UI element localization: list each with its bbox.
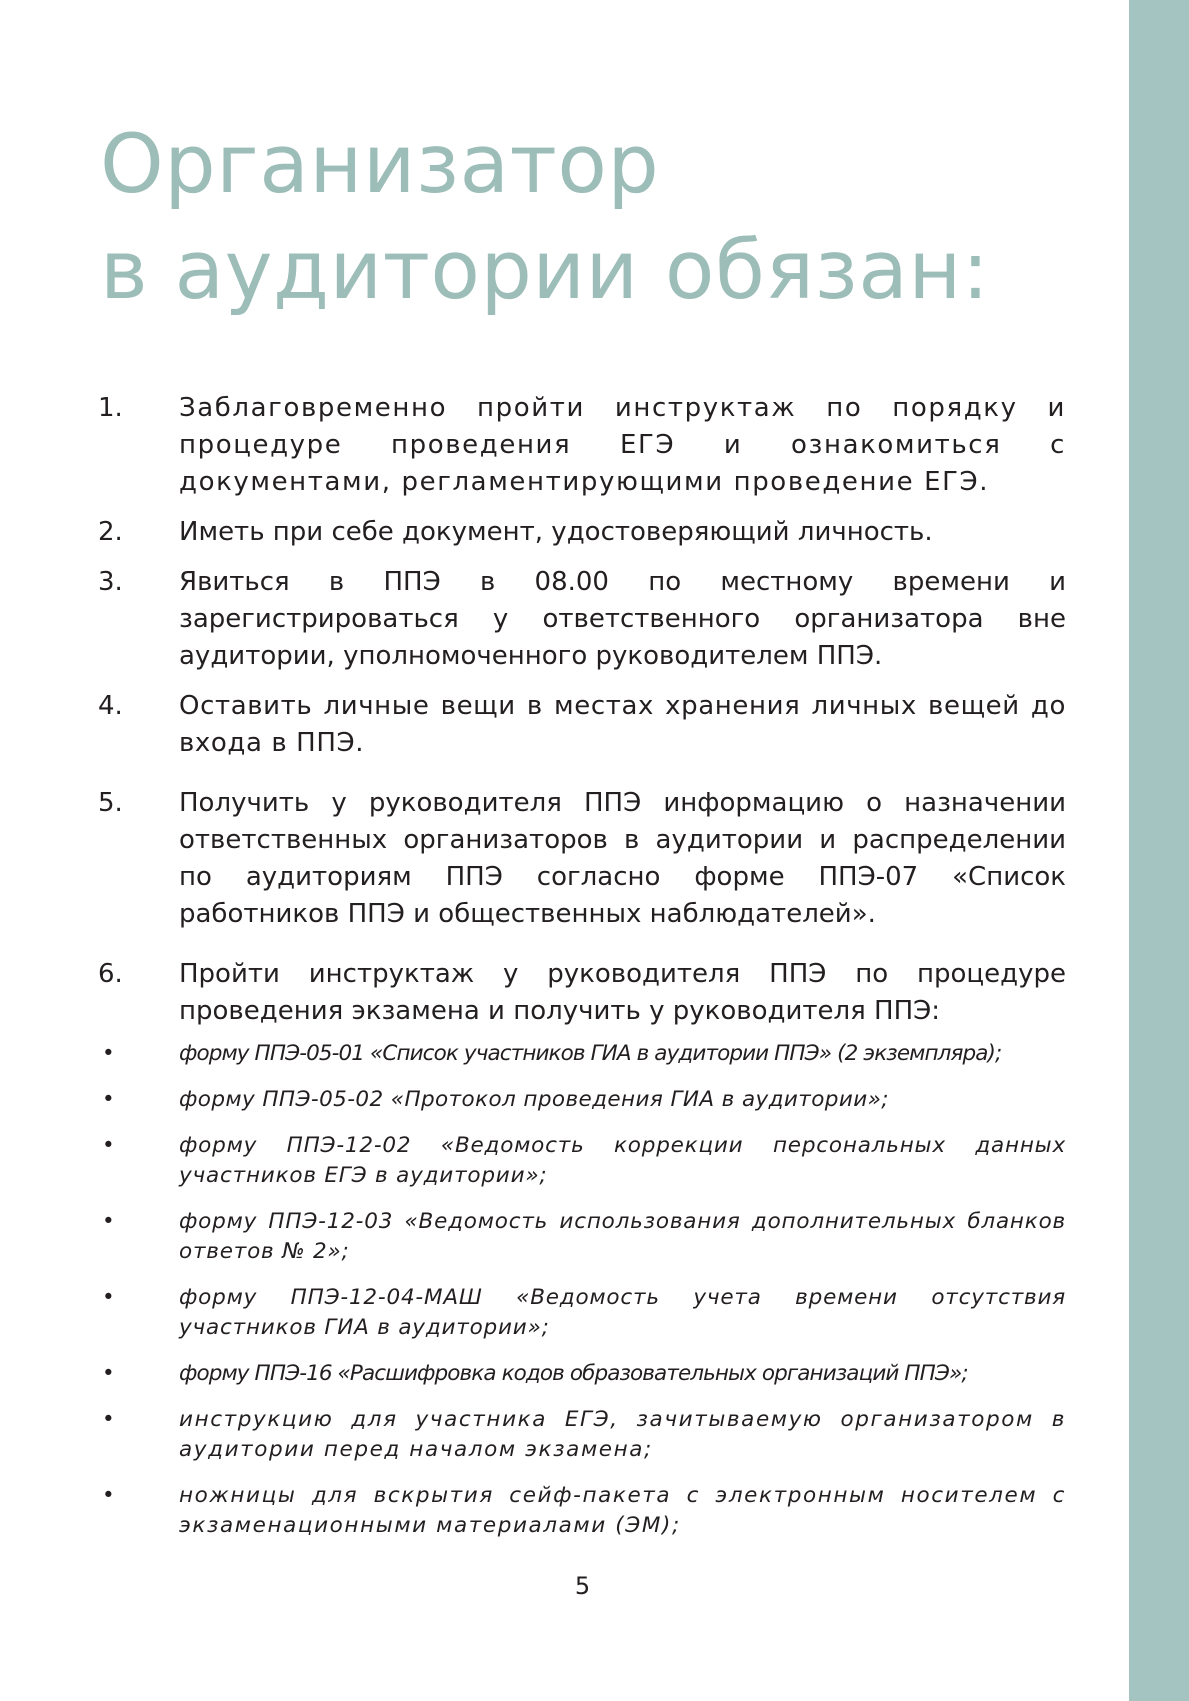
title-line-1: Организатор <box>100 118 660 212</box>
page-number: 5 <box>574 1572 591 1600</box>
list-item <box>98 785 1066 933</box>
item-number: 3. <box>98 567 123 597</box>
bullet: • <box>102 1087 115 1112</box>
item-number: 1. <box>98 393 123 423</box>
sub-list-item <box>98 1481 1066 1541</box>
item-text: Получить у руководителя ППЭ информацию о назначении ответственных организаторов в аудитории и распределении по аудиториям ППЭ согласно форме ППЭ-07 «Список работников ППЭ и общественных наблюдателей». <box>179 788 1066 929</box>
sub-list-item <box>98 1405 1066 1465</box>
bullet: • <box>102 1041 115 1066</box>
page-title <box>100 112 990 324</box>
sub-list-item <box>98 1131 1066 1191</box>
bullet: • <box>102 1361 115 1386</box>
sub-list-item <box>98 1207 1066 1267</box>
sub-list-item <box>98 1039 1066 1069</box>
bullet: • <box>102 1133 115 1158</box>
bullet: • <box>102 1407 115 1432</box>
sub-list-item <box>98 1085 1066 1115</box>
side-color-band <box>1129 0 1189 1701</box>
item-text: Иметь при себе документ, удостоверяющий личность. <box>179 517 933 547</box>
bullet: • <box>102 1285 115 1310</box>
item-text: Заблаговременно пройти инструктаж по порядку и процедуре проведения ЕГЭ и ознакомиться с документами, регламентирующими проведение ЕГЭ. <box>179 393 1066 497</box>
list-item <box>98 390 1066 501</box>
sub-item-text: инструкцию для участника ЕГЭ, зачитываемую организатором в аудитории перед началом экзамена; <box>179 1407 1066 1462</box>
bullet: • <box>102 1483 115 1508</box>
list-item <box>98 688 1066 762</box>
sub-item-text: ножницы для вскрытия сейф-пакета с электронным носителем с экзаменационными материалами (ЭМ); <box>179 1483 1066 1538</box>
item-text: Явиться в ППЭ в 08.00 по местному времени и зарегистрироваться у ответственного организатора вне аудитории, уполномоченного руководителем ППЭ. <box>179 567 1066 671</box>
sub-item-text: форму ППЭ-12-02 «Ведомость коррекции персональных данных участников ЕГЭ в аудитории»; <box>179 1133 1066 1188</box>
item-number: 5. <box>98 788 123 818</box>
item-number: 2. <box>98 517 123 547</box>
sub-item-text: форму ППЭ-16 «Расшифровка кодов образовательных организаций ППЭ»; <box>179 1361 968 1386</box>
list-item <box>98 956 1066 1030</box>
list-item <box>98 564 1066 675</box>
item-text: Оставить личные вещи в местах хранения личных вещей до входа в ППЭ. <box>179 691 1066 758</box>
sub-item-text: форму ППЭ-05-02 «Протокол проведения ГИА в аудитории»; <box>179 1087 889 1112</box>
title-line-2: в аудитории обязан: <box>100 224 990 318</box>
list-item <box>98 514 1066 551</box>
sub-item-text: форму ППЭ-05-01 «Список участников ГИА в аудитории ППЭ» (2 экземпляра); <box>179 1041 1002 1066</box>
item-number: 6. <box>98 959 123 989</box>
sub-item-text: форму ППЭ-12-04-МАШ «Ведомость учета времени отсутствия участников ГИА в аудитории»; <box>179 1285 1066 1340</box>
item-number: 4. <box>98 691 123 721</box>
sub-list-item <box>98 1359 1066 1389</box>
sub-list-item <box>98 1283 1066 1343</box>
sub-item-text: форму ППЭ-12-03 «Ведомость использования дополнительных бланков ответов № 2»; <box>179 1209 1066 1264</box>
duties-list <box>98 390 1066 1541</box>
item-text: Пройти инструктаж у руководителя ППЭ по процедуре проведения экзамена и получить у руководителя ППЭ: <box>179 959 1066 1026</box>
bullet: • <box>102 1209 115 1234</box>
